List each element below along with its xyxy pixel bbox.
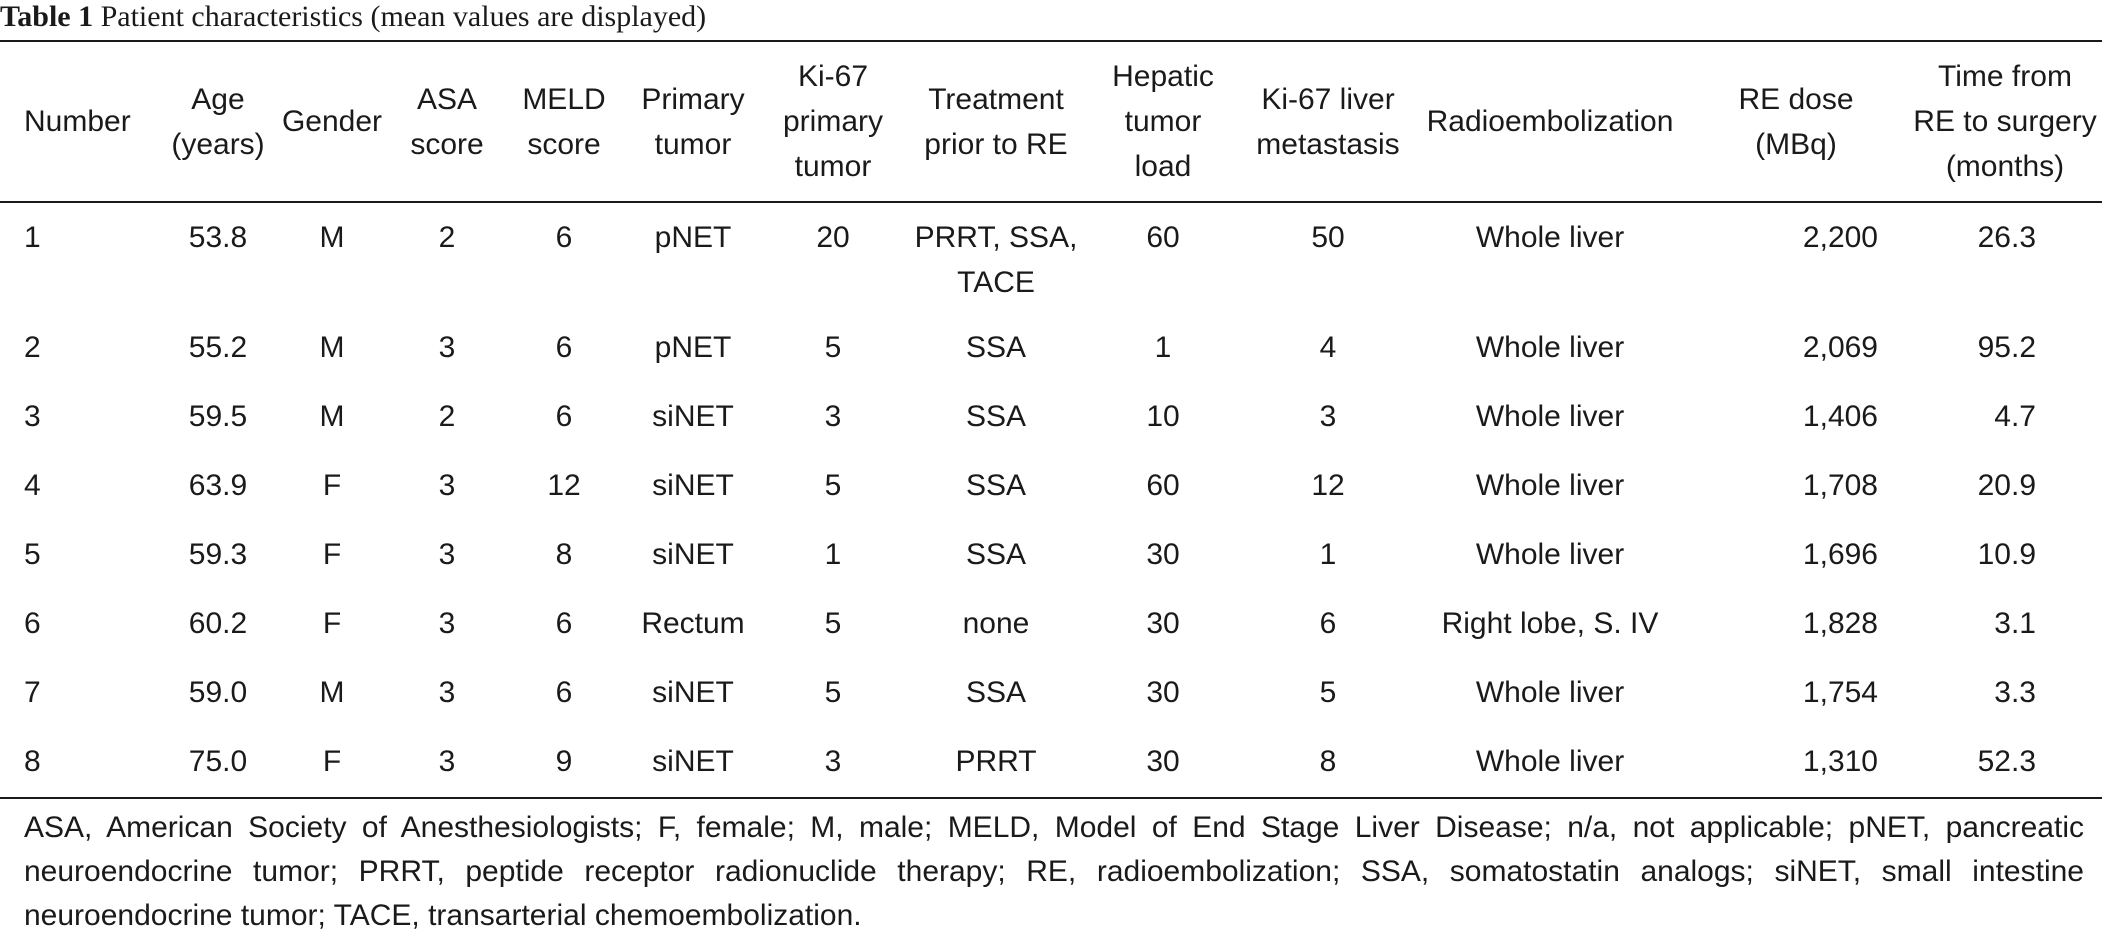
header-age (164, 42, 272, 201)
cell-treatment (906, 201, 1086, 315)
header-line: score (410, 127, 484, 161)
cell-age: 59.3 (188, 538, 248, 571)
cell-ki67-primary: 5 (824, 331, 842, 364)
cell-age: 59.5 (188, 400, 248, 433)
header-line: ASA (416, 82, 478, 116)
table-row (0, 315, 2102, 384)
cell-primary-tumor: pNET (654, 221, 732, 254)
cell-hepatic-load: 30 (1146, 745, 1180, 778)
table-header-rule (0, 201, 2102, 203)
header-line: Age (191, 82, 245, 116)
cell-asa: 3 (438, 538, 456, 571)
cell-line: none (962, 607, 1030, 640)
header-line: RE dose (1738, 82, 1854, 116)
cell-hepatic-load: 1 (1154, 331, 1172, 364)
cell-ki67-liver: 4 (1319, 331, 1337, 364)
cell-line: SSA (965, 469, 1027, 502)
cell-ki67-primary: 3 (824, 400, 842, 433)
cell-ki67-liver: 8 (1319, 745, 1337, 778)
cell-gender: F (322, 745, 342, 778)
header-line: Radioembolization (1426, 105, 1674, 138)
cell-ki67-primary: 5 (824, 676, 842, 709)
cell-gender: F (322, 469, 342, 502)
table-body (0, 201, 2102, 798)
cell-treatment (906, 591, 1086, 660)
cell-line: PRRT, SSA, (914, 221, 1078, 254)
header-line: Gender (281, 105, 383, 138)
header-hepatic-load (1086, 42, 1240, 201)
header-line: MELD (522, 82, 606, 116)
cell-meld: 6 (555, 331, 573, 364)
table-row (0, 201, 2102, 315)
cell-gender: M (319, 676, 345, 709)
cell-radioembolization: Whole liver (1475, 745, 1625, 778)
cell-hepatic-load: 10 (1146, 400, 1180, 433)
cell-primary-tumor: pNET (654, 331, 732, 364)
table-row (0, 522, 2102, 591)
cell-radioembolization: Whole liver (1475, 469, 1625, 502)
cell-primary-tumor: Rectum (641, 607, 745, 640)
cell-hepatic-load: 60 (1146, 469, 1180, 502)
cell-treatment (906, 660, 1086, 729)
header-line: Number (24, 105, 131, 138)
cell-primary-tumor: siNET (652, 745, 734, 778)
cell-asa: 2 (438, 400, 456, 433)
header-line: Ki-67 (797, 60, 869, 93)
cell-line: SSA (965, 400, 1027, 433)
cell-time-to-surgery: 4.7 (1994, 400, 2036, 433)
cell-hepatic-load: 30 (1146, 607, 1180, 640)
patient-characteristics-table (0, 42, 2102, 798)
cell-re-dose: 1,708 (1802, 469, 1878, 502)
cell-asa: 2 (438, 221, 456, 254)
header-treatment (906, 42, 1086, 201)
header-line: tumor (654, 127, 732, 161)
header-line: (years) (171, 127, 265, 161)
cell-line: PRRT (955, 745, 1037, 778)
cell-asa: 3 (438, 607, 456, 640)
cell-time-to-surgery: 3.3 (1994, 676, 2036, 709)
header-line: load (1134, 150, 1192, 183)
header-gender (272, 42, 392, 201)
header-ki67-primary (760, 42, 906, 201)
cell-radioembolization: Whole liver (1475, 400, 1625, 433)
cell-hepatic-load: 60 (1146, 221, 1180, 254)
header-line: Hepatic (1112, 60, 1214, 93)
cell-line: TACE (957, 266, 1035, 299)
cell-meld: 9 (555, 745, 573, 778)
header-line: Primary (641, 82, 745, 116)
cell-number: 4 (24, 469, 41, 502)
cell-age: 55.2 (188, 331, 248, 364)
cell-ki67-primary: 5 (824, 469, 842, 502)
cell-ki67-liver: 6 (1319, 607, 1337, 640)
header-line: Ki-67 liver (1261, 82, 1395, 116)
cell-gender: M (319, 221, 345, 254)
header-line: tumor (1124, 105, 1202, 138)
cell-time-to-surgery: 3.1 (1994, 607, 2036, 640)
header-line: score (527, 127, 601, 161)
cell-age: 63.9 (188, 469, 248, 502)
cell-time-to-surgery: 10.9 (1977, 538, 2036, 571)
cell-time-to-surgery: 95.2 (1977, 331, 2036, 364)
table-caption-label: Table 1 (0, 0, 94, 33)
cell-asa: 3 (438, 745, 456, 778)
cell-line: SSA (965, 331, 1027, 364)
cell-hepatic-load: 30 (1146, 676, 1180, 709)
header-primary-tumor (626, 42, 760, 201)
cell-time-to-surgery: 52.3 (1977, 745, 2036, 778)
cell-age: 53.8 (188, 221, 248, 254)
cell-re-dose: 2,069 (1802, 331, 1878, 364)
table-header-row (0, 42, 2102, 201)
table-caption-text: Patient characteristics (mean values are displayed) (100, 0, 707, 33)
header-ki67-liver (1240, 42, 1416, 201)
cell-hepatic-load: 30 (1146, 538, 1180, 571)
table-row (0, 384, 2102, 453)
cell-meld: 8 (555, 538, 573, 571)
header-line: prior to RE (924, 127, 1068, 161)
cell-number: 1 (24, 221, 41, 254)
cell-re-dose: 1,406 (1802, 400, 1878, 433)
header-line: Time from (1938, 60, 2072, 93)
cell-asa: 3 (438, 469, 456, 502)
cell-line: SSA (965, 538, 1027, 571)
cell-ki67-liver: 1 (1319, 538, 1337, 571)
cell-ki67-liver: 3 (1319, 400, 1337, 433)
cell-treatment (906, 522, 1086, 591)
table-bottom-rule (0, 797, 2102, 799)
cell-time-to-surgery: 26.3 (1977, 221, 2036, 254)
cell-time-to-surgery: 20.9 (1977, 469, 2036, 502)
header-number (0, 42, 164, 201)
header-line: primary (782, 105, 883, 138)
cell-meld: 6 (555, 221, 573, 254)
table-row (0, 660, 2102, 729)
cell-ki67-liver: 50 (1311, 221, 1345, 254)
cell-ki67-primary: 20 (816, 221, 850, 254)
header-time-to-surgery (1908, 42, 2102, 201)
cell-meld: 6 (555, 607, 573, 640)
cell-treatment (906, 315, 1086, 384)
cell-line: SSA (965, 676, 1027, 709)
cell-meld: 6 (555, 676, 573, 709)
header-line: (months) (1945, 150, 2065, 183)
cell-asa: 3 (438, 331, 456, 364)
cell-meld: 6 (555, 400, 573, 433)
cell-radioembolization: Whole liver (1475, 676, 1625, 709)
cell-radioembolization: Right lobe, S. IV (1441, 607, 1659, 640)
table-row (0, 453, 2102, 522)
cell-primary-tumor: siNET (652, 676, 734, 709)
cell-treatment (906, 384, 1086, 453)
header-re-dose (1684, 42, 1908, 201)
cell-ki67-liver: 12 (1311, 469, 1345, 502)
cell-age: 60.2 (188, 607, 248, 640)
cell-ki67-primary: 3 (824, 745, 842, 778)
cell-radioembolization: Whole liver (1475, 331, 1625, 364)
cell-ki67-primary: 5 (824, 607, 842, 640)
cell-number: 6 (24, 607, 41, 640)
cell-primary-tumor: siNET (652, 538, 734, 571)
cell-number: 5 (24, 538, 41, 571)
header-line: tumor (794, 150, 872, 183)
cell-number: 7 (24, 676, 41, 709)
cell-meld: 12 (547, 469, 581, 502)
cell-ki67-liver: 5 (1319, 676, 1337, 709)
header-line: Treatment (928, 82, 1064, 116)
table-row (0, 591, 2102, 660)
cell-age: 75.0 (188, 745, 248, 778)
header-line: (MBq) (1755, 127, 1837, 161)
cell-re-dose: 2,200 (1802, 221, 1878, 254)
cell-gender: F (322, 607, 342, 640)
table-row (0, 729, 2102, 798)
cell-asa: 3 (438, 676, 456, 709)
table-footnote: ASA, American Society of Anesthesiologists; F, female; M, male; MELD, Model of End Stage Liver Disease; n/a, not applicable; pNET, pancreatic neuroendocrine tumor; PRRT, peptide receptor radionuclide therapy; RE, radioembolization; SSA, somatostatin analogs; siNET, small intestine neuroendocrine tumor; TACE, transarterial chemoembolization. (24, 811, 2084, 932)
cell-re-dose: 1,828 (1802, 607, 1878, 640)
table-caption (0, 0, 706, 36)
header-asa (392, 42, 502, 201)
cell-number: 3 (24, 400, 41, 433)
cell-gender: M (319, 331, 345, 364)
cell-radioembolization: Whole liver (1475, 221, 1625, 254)
header-line: metastasis (1256, 127, 1400, 161)
cell-ki67-primary: 1 (824, 538, 842, 571)
header-meld (502, 42, 626, 201)
cell-age: 59.0 (188, 676, 248, 709)
cell-primary-tumor: siNET (652, 400, 734, 433)
cell-gender: F (322, 538, 342, 571)
cell-treatment (906, 729, 1086, 798)
cell-number: 2 (24, 331, 41, 364)
cell-re-dose: 1,696 (1802, 538, 1878, 571)
cell-gender: M (319, 400, 345, 433)
cell-number: 8 (24, 745, 41, 778)
cell-treatment (906, 453, 1086, 522)
cell-re-dose: 1,754 (1802, 676, 1878, 709)
cell-re-dose: 1,310 (1802, 745, 1878, 778)
header-radioembolization (1416, 42, 1684, 201)
header-line: RE to surgery (1913, 105, 2097, 138)
cell-primary-tumor: siNET (652, 469, 734, 502)
cell-radioembolization: Whole liver (1475, 538, 1625, 571)
